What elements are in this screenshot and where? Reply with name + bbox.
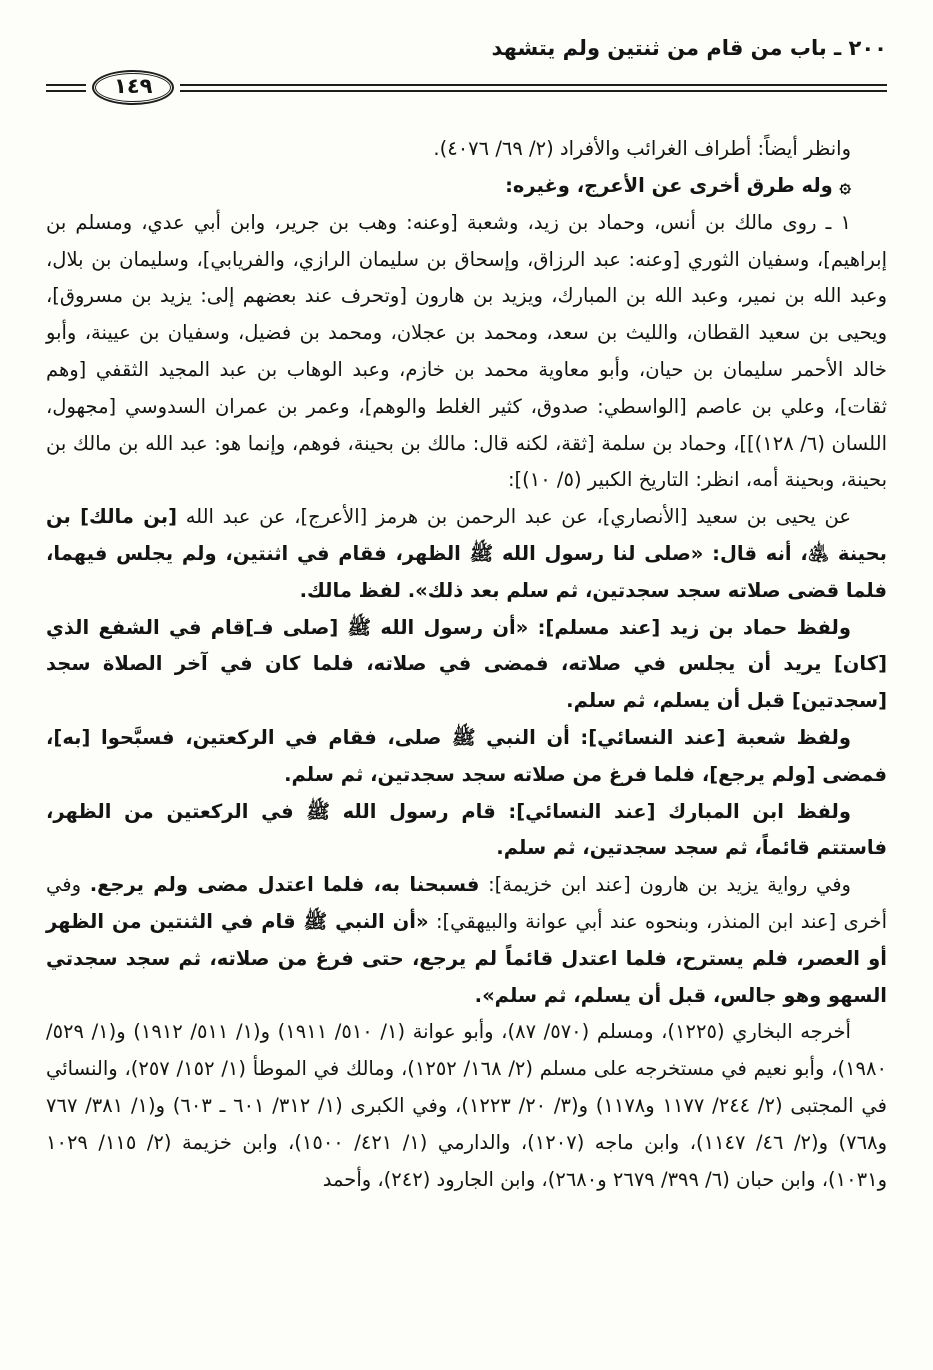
rule-line <box>180 84 887 92</box>
paragraph <box>46 610 887 720</box>
paragraph <box>46 1014 887 1198</box>
emphasized-text-run: «أن النبي ﷺ قام في الثنتين من الظهر أو العصر، فلم يسترح، فلما اعتدل قائماً لم يرجع، حتى فرغ من صلاته، ثم سجد سجدتي السهو وهو جالس، قبل أن يسلم، ثم سلم». <box>46 909 887 1007</box>
emphasized-text-run: ولفظ شعبة [عند النسائي]: أن النبي ﷺ صلى، فقام في الركعتين، فسبَّحوا [به]، فمضى [ولم يرجع]، فلما فرغ من صلاته سجد سجدتين، ثم سلم. <box>46 725 887 786</box>
page-number: ١٤٩ <box>114 74 153 98</box>
emphasized-text-run: ولفظ حماد بن زيد [عند مسلم]: «أن رسول الله ﷺ [صلى فـ]قام في الشفع الذي [كان] يريد أن يجلس في صلاته، فمضى في صلاته، فلما كان في آخر الصلاة سجد [سجدتين] قبل أن يسلم، ثم سلم. <box>46 615 887 713</box>
paragraph <box>46 720 887 794</box>
page-body <box>46 131 887 1198</box>
text-run: ١ ـ روى مالك بن أنس، وحماد بن زيد، وشعبة [وعنه: وهب بن جرير، وابن أبي عدي، ومسلم بن إبراهيم]، وسفيان الثوري [وعنه: عبد الرزاق، وإسحاق بن سليمان الرازي، والفريابي]، وسليمان بن بلال، وعبد الله بن نمير، وعبد الله بن المبارك، ويزيد بن هارون [وتحرف عند بعضهم إلى: يزيد بن مسروق]، ويحيى بن سعيد القطان، والليث بن سعد، ومحمد بن عجلان، ومحمد بن فضيل، وسفيان بن عيينة، وأبو خالد الأحمر سليمان بن حيان، وأبو معاوية محمد بن خازم، وعبد الوهاب بن عبد المجيد الثقفي [وهم ثقات]، وعلي بن عاصم [الواسطي: صدوق، كثير الغلط والوهم]، وعمر بن عمران السدوسي [مجهول، اللسان (٦/ ١٢٨)]]، وحماد بن سلمة [ثقة، لكنه قال: مالك بن بحينة، فوهم، وإنما هو: عبد الله بن مالك بن بحينة، وبحينة أمه، انظر: التاريخ الكبير (٥/ ١٠)]: <box>46 210 887 492</box>
chapter-title: ٢٠٠ ـ باب من قام من ثنتين ولم يتشهد <box>491 36 887 60</box>
emphasized-text-run: ۞ وله طرق أخرى عن الأعرج، وغيره: <box>505 173 851 197</box>
text-run: أخرجه البخاري (١٢٢٥)، ومسلم (٥٧٠/ ٨٧)، وأبو عوانة (١/ ٥١٠/ ١٩١١) و(١/ ٥١١/ ١٩١٢) و(١/ ٥٢٩/ ١٩٨٠)، وأبو نعيم في مستخرجه على مسلم (٢/ ١٦٨/ ١٢٥٢)، ومالك في الموطأ (١/ ١٥٢/ ٢٥٧)، والنسائي في المجتبى (٢/ ٢٤٤/ ١١٧٧ و١١٧٨) و(٣/ ٢٠/ ١٢٢٣)، وفي الكبرى (١/ ٣١٢/ ٦٠١ ـ ٦٠٣) و(١/ ٣٨١/ ٧٦٧ و٧٦٨) و(٢/ ٤٦/ ١١٤٧)، وابن ماجه (١٢٠٧)، والدارمي (١/ ٤٢١/ ١٥٠٠)، وابن خزيمة (٢/ ١١٥/ ١٠٢٩ و١٠٣١)، وابن حبان (٦/ ٣٩٩/ ٢٦٧٩ و٢٦٨٠)، وابن الجارود (٢٤٢)، وأحمد <box>46 1020 887 1191</box>
emphasized-text-run: فسبحنا به، فلما اعتدل مضى ولم يرجع. <box>89 873 480 897</box>
header-rule <box>46 70 887 105</box>
paragraph <box>46 867 887 1014</box>
rule-stub-left <box>46 84 86 92</box>
page-header <box>46 36 887 105</box>
text-run: وفي أخرى [عند ابن المنذر، وبنحوه عند أبي عوانة والبيهقي]: <box>46 873 888 933</box>
paragraph <box>46 131 887 168</box>
emphasized-text-run: ولفظ ابن المبارك [عند النسائي]: قام رسول الله ﷺ في الركعتين من الظهر، فاستتم قائماً، ثم سجد سجدتين، ثم سلم. <box>46 799 887 860</box>
paragraph <box>46 205 887 499</box>
page-number-cartouche <box>92 70 174 105</box>
text-run: وانظر أيضاً: أطراف الغرائب والأفراد (٢/ ٦٩/ ٤٠٧٦). <box>433 137 851 161</box>
paragraph <box>46 168 887 205</box>
emphasized-text-run: [بن مالك] بن بحينة ﵁، أنه قال: «صلى لنا رسول الله ﷺ الظهر، فقام في اثنتين، ولم يجلس فيهما، فلما قضى صلاته سجد سجدتين، ثم سلم بعد ذلك». لفظ مالك. <box>46 505 887 602</box>
paragraph <box>46 794 887 868</box>
paragraph <box>46 499 887 609</box>
text-run: وفي رواية يزيد بن هارون [عند ابن خزيمة]: <box>479 873 851 897</box>
text-run: عن يحيى بن سعيد [الأنصاري]، عن عبد الرحمن بن هرمز [الأعرج]، عن عبد الله <box>177 505 851 529</box>
